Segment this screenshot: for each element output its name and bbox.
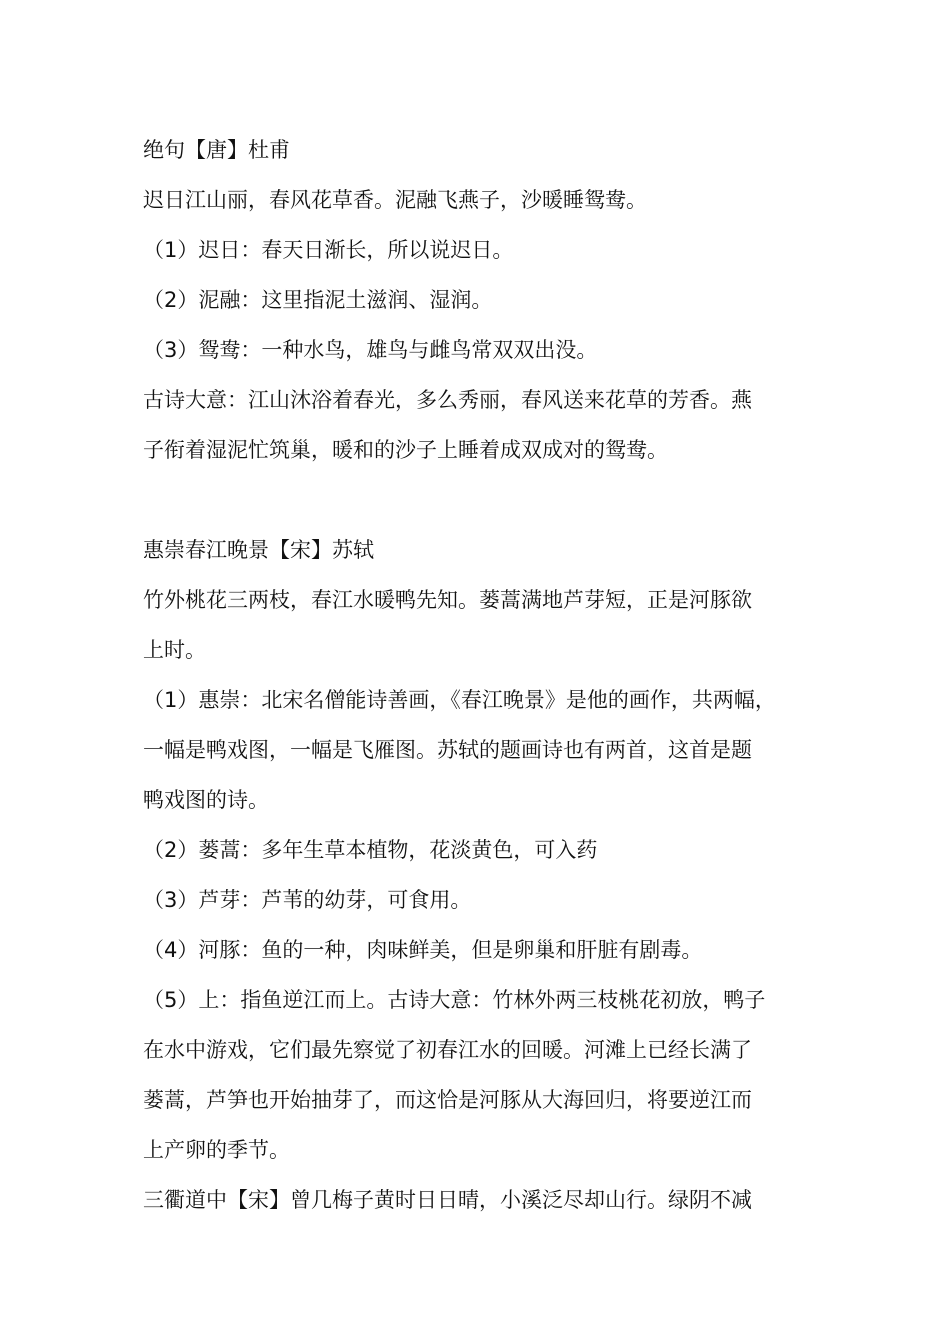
note-line: （5）上：指鱼逆江而上。古诗大意：竹林外两三枝桃花初放，鸭子	[143, 988, 766, 1012]
note-line: （2）泥融：这里指泥土滋润、湿润。	[143, 288, 493, 312]
note-line: （1）迟日：春天日渐长，所以说迟日。	[143, 238, 514, 262]
meaning-line: 古诗大意：江山沐浴着春光，多么秀丽，春风送来花草的芳香。燕	[143, 388, 752, 412]
poem-text-line: 竹外桃花三两枝，春江水暖鸭先知。蒌蒿满地芦芽短，正是河豚欲	[143, 588, 752, 612]
note-line: 上产卵的季节。	[143, 1138, 290, 1162]
note-line: （3）芦芽：芦苇的幼芽，可食用。	[143, 888, 472, 912]
note-line: （3）鸳鸯：一种水鸟，雄鸟与雌鸟常双双出没。	[143, 338, 598, 362]
poem-title-jueju: 绝句【唐】杜甫	[143, 138, 290, 162]
meaning-line: 子衔着湿泥忙筑巢，暖和的沙子上睡着成双成对的鸳鸯。	[143, 438, 668, 462]
note-line: 一幅是鸭戏图，一幅是飞雁图。苏轼的题画诗也有两首，这首是题	[143, 738, 752, 762]
note-line: （2）蒌蒿：多年生草本植物，花淡黄色，可入药	[143, 838, 598, 862]
section-gap	[143, 475, 843, 525]
note-line: （1）惠崇：北宋名僧能诗善画，《春江晚景》是他的画作，共两幅，	[143, 688, 776, 712]
poem-title-huichong: 惠崇春江晚景【宋】苏轼	[143, 538, 374, 562]
document-body	[143, 125, 843, 1225]
poem-text-line: 上时。	[143, 638, 206, 662]
note-line: （4）河豚：鱼的一种，肉味鲜美，但是卵巢和肝脏有剧毒。	[143, 938, 703, 962]
poem-title-sanqu: 三衢道中【宋】曾几梅子黄时日日晴，小溪泛尽却山行。绿阴不减	[143, 1188, 752, 1212]
note-line: 蒌蒿，芦笋也开始抽芽了，而这恰是河豚从大海回归，将要逆江而	[143, 1088, 752, 1112]
note-line: 鸭戏图的诗。	[143, 788, 269, 812]
poem-text-jueju: 迟日江山丽，春风花草香。泥融飞燕子，沙暖睡鸳鸯。	[143, 188, 647, 212]
note-line: 在水中游戏，它们最先察觉了初春江水的回暖。河滩上已经长满了	[143, 1038, 752, 1062]
